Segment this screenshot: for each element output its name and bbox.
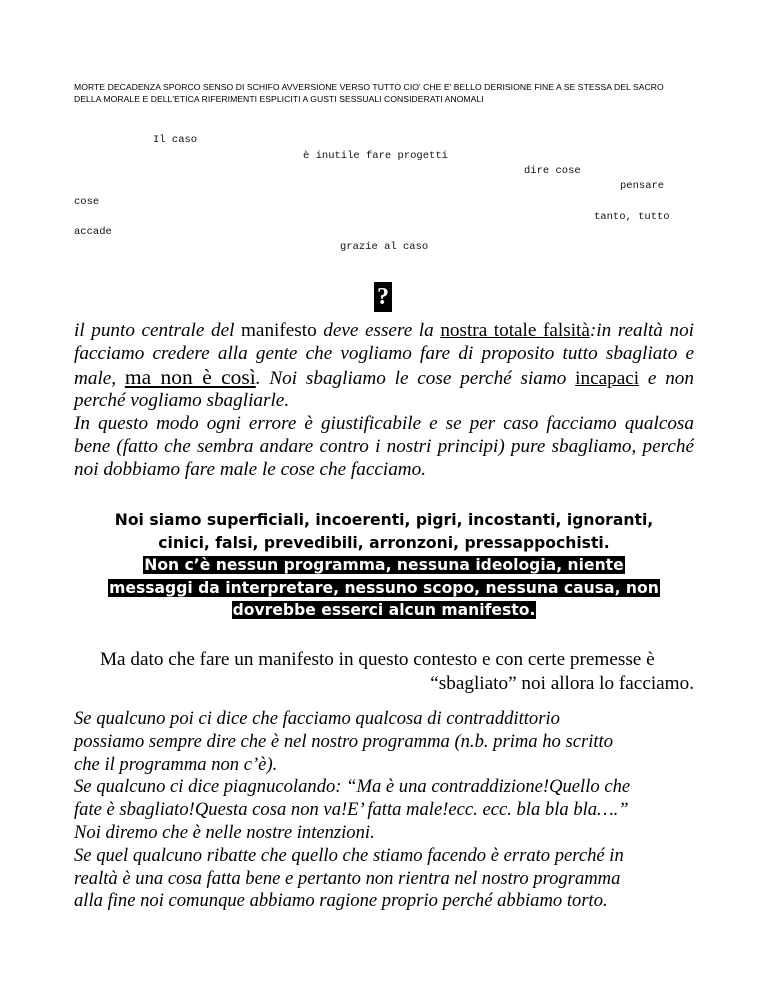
final-line-1: Se qualcuno poi ci dice che facciamo qualcosa di contraddittorio <box>74 708 560 729</box>
final-line-3: che il programma non c’è). <box>74 753 278 775</box>
para-text-manifesto: manifesto <box>241 320 317 341</box>
normal-line-1: Ma dato che fare un manifesto in questo contesto e con certe premesse è <box>100 649 655 670</box>
inverted-line-2: messaggi da interpretare, nessuno scopo, nessuna causa, non <box>109 578 659 597</box>
paragraph-contraddizione <box>74 708 714 913</box>
final-line-7: Se quel qualcuno ribatte che quello che stiamo facendo è errato perché in <box>74 844 624 866</box>
scatter-word-progetti: è inutile fare progetti <box>303 150 448 162</box>
para-text-falsita: nostra totale falsità <box>440 320 590 341</box>
scatter-word-accade: accade <box>74 226 112 238</box>
final-line-4: Se qualcuno ci dice piagnucolando: “Ma è una contraddizione!Quello che <box>74 776 631 798</box>
scatter-word-dire-cose: dire cose <box>524 165 581 177</box>
bold-declaration <box>74 509 694 622</box>
para-text-j: In questo modo ogni errore è giustificabile e se per caso facciamo qualcosa bene (fatto che sembra andare contro i nostri principi) pure sbagliamo, perché noi dobbiamo fare male le cose che facciamo. <box>74 413 694 480</box>
scatter-word-grazie-al-caso: grazie al caso <box>340 241 429 253</box>
final-line-2: possiamo sempre dire che è nel nostro programma (n.b. prima ho scritto <box>74 730 614 752</box>
bold-line-2: cinici, falsi, prevedibili, arronzoni, pressappochisti. <box>158 533 610 552</box>
para-text-a: il punto centrale del <box>74 320 241 341</box>
para-text-g: . Noi sbagliamo le cose perché siamo <box>255 367 576 389</box>
bold-line-1: Noi siamo superficiali, incoerenti, pigri, incostanti, ignoranti, <box>114 511 654 529</box>
para-text-i: e non perché vogliamo sbagliarle. <box>74 367 694 412</box>
para-text-incapaci: incapaci <box>575 367 640 389</box>
scatter-word-cose: cose <box>74 196 100 208</box>
para-text-e: :in realtà noi facciamo credere alla gente che vogliamo fare di proposito tutto sbagliato e male, <box>74 320 694 389</box>
para-text-ma-non-e-cosi: ma non è così <box>124 364 256 389</box>
scatter-word-tanto-tutto: tanto, tutto <box>594 211 670 223</box>
final-line-6: Noi diremo che è nelle nostre intenzioni. <box>74 821 375 843</box>
header-line-2: DELLA MORALE E DELL'ETICA RIFERIMENTI ESPLICITI A GUSTI SESSUALI CONSIDERATI ANOMALI <box>74 93 484 104</box>
header-caps-text <box>74 82 704 105</box>
final-line-8: realtà è una cosa fatta bene e pertanto non rientra nel nostro programma <box>74 867 621 889</box>
inverted-line-1: Non c’è nessun programma, nessuna ideologia, niente <box>144 556 624 574</box>
paragraph-manifesto <box>74 320 694 482</box>
scatter-word-il-caso: Il caso <box>153 134 198 146</box>
final-line-5: fate è sbagliato!Questa cosa non va!E’ fatta male!ecc. ecc. bla bla bla….” <box>74 799 629 821</box>
final-line-9: alla fine noi comunque abbiamo ragione proprio perché abbiamo torto. <box>74 890 608 912</box>
normal-line-2: “sbagliato” noi allora lo facciamo. <box>430 673 694 694</box>
scatter-word-pensare: pensare <box>620 180 665 192</box>
paragraph-ma-dato <box>100 648 694 696</box>
question-mark-box: ? <box>374 282 392 312</box>
para-text-c: deve essere la <box>316 320 441 341</box>
header-line-1: MORTE DECADENZA SPORCO SENSO DI SCHIFO AVVERSIONE VERSO TUTTO CIO' CHE E' BELLO DERISIONE FINE A SE STESSA DEL SACRO <box>74 82 664 92</box>
inverted-line-3: dovrebbe esserci alcun manifesto. <box>232 601 536 619</box>
